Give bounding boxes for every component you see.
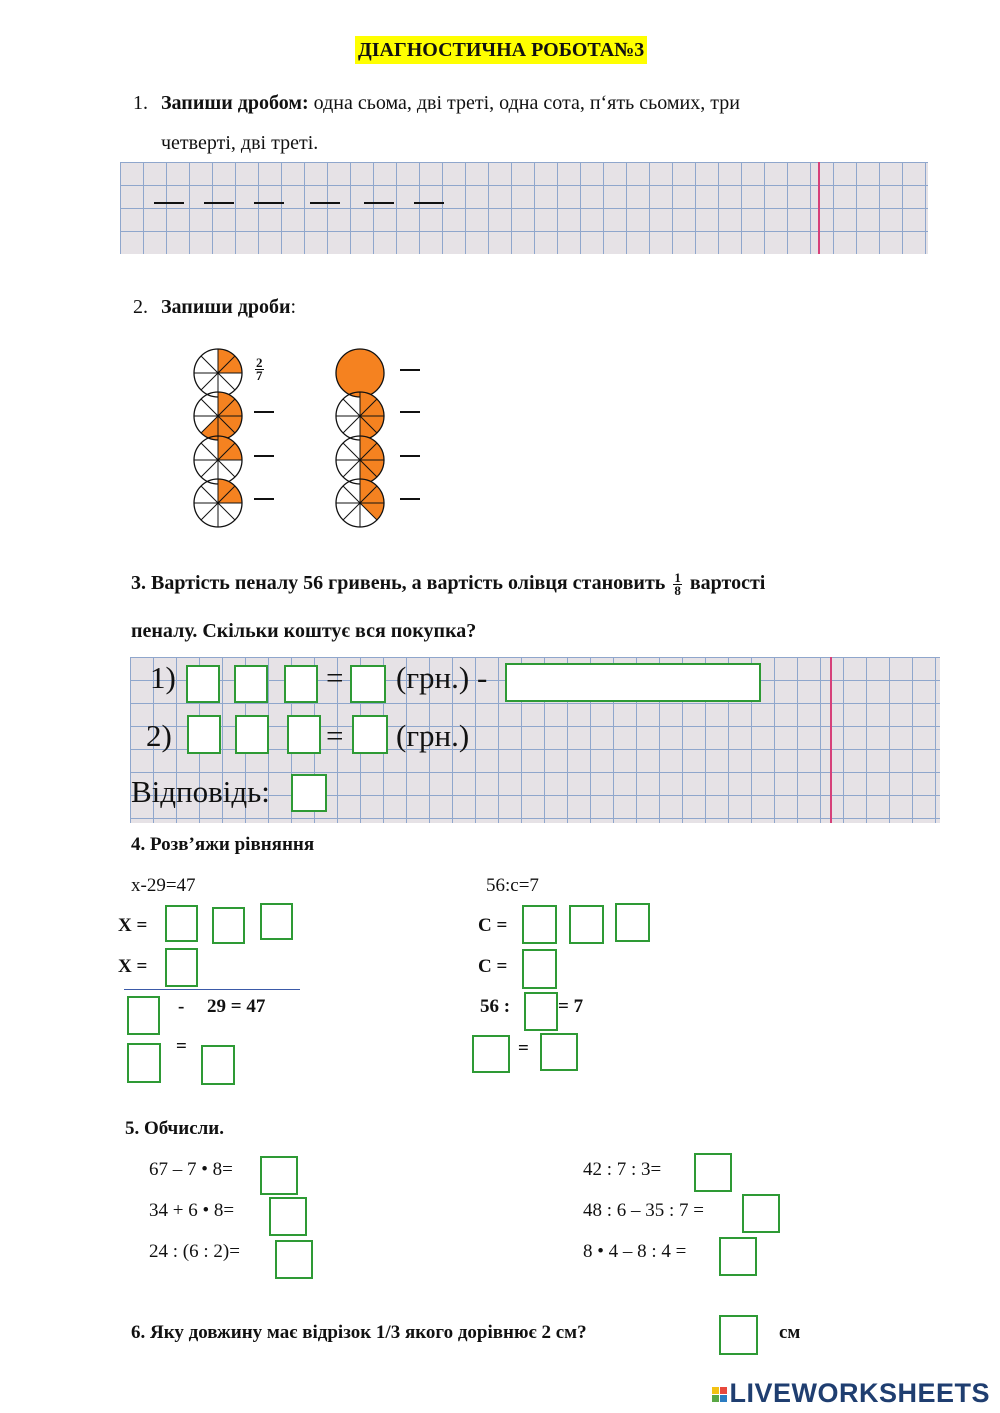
row2-label: 2) — [146, 718, 172, 753]
example-num: 2 — [256, 355, 263, 370]
expr-right-1-box[interactable] — [694, 1153, 732, 1192]
expr-left-2-box[interactable] — [269, 1197, 307, 1236]
task1-line2: четверті, дві треті. — [161, 132, 319, 154]
expr-left-1-box[interactable] — [260, 1156, 298, 1195]
expr-right-3: 8 • 4 – 8 : 4 = — [583, 1241, 687, 1262]
right-check-box-2[interactable] — [472, 1035, 510, 1073]
expr-left-3: 24 : (6 : 2)= — [149, 1241, 240, 1262]
circle-answer-dash[interactable] — [254, 411, 274, 413]
row2-box-2[interactable] — [235, 715, 269, 754]
left-equation: x-29=47 — [131, 875, 196, 896]
answer-blank[interactable] — [154, 202, 184, 204]
expr-left-1: 67 – 7 • 8= — [149, 1159, 233, 1180]
row1-equals: = — [326, 660, 344, 695]
fraction-circle — [194, 392, 242, 440]
answer-blank[interactable] — [364, 202, 394, 204]
left-box-2[interactable] — [212, 907, 245, 944]
row2-box-3[interactable] — [287, 715, 321, 754]
left-box-3[interactable] — [260, 903, 293, 940]
task1-bold: Запиши дробом: — [161, 92, 309, 114]
expr-left-3-box[interactable] — [275, 1240, 313, 1279]
fraction-circle — [336, 479, 384, 527]
fraction-circle — [194, 479, 242, 527]
task2-bold: Запиши дроби — [161, 296, 291, 318]
row1-explanation-box[interactable] — [505, 663, 761, 702]
expr-right-3-box[interactable] — [719, 1237, 757, 1276]
expr-right-1: 42 : 7 : 3= — [583, 1159, 662, 1180]
row1-box-2[interactable] — [234, 665, 268, 703]
right-box-1[interactable] — [522, 905, 557, 944]
task1-line1 — [161, 92, 740, 115]
row2-unit: (грн.) — [396, 718, 470, 753]
row2-box-1[interactable] — [187, 715, 221, 754]
answer-label: Відповідь: — [131, 774, 270, 809]
right-box-2[interactable] — [569, 905, 604, 944]
right-check-box[interactable] — [524, 992, 558, 1031]
left-box-1[interactable] — [165, 905, 198, 942]
right-check: 56 : — [480, 996, 511, 1017]
circle-answer-dash[interactable] — [400, 455, 420, 457]
answer-blank[interactable] — [310, 202, 340, 204]
task1-text: одна сьома, дві треті, одна сота, п‘ять сьомих, три — [308, 92, 740, 114]
right-check-box-3[interactable] — [540, 1033, 578, 1071]
circle-answer-dash[interactable] — [254, 498, 274, 500]
answer-blank[interactable] — [204, 202, 234, 204]
left-var-2: X = — [118, 956, 148, 977]
left-check-equals: = — [176, 1036, 187, 1057]
example-den: 7 — [256, 368, 263, 383]
logo-icon — [712, 1387, 727, 1402]
task3-line1 — [131, 572, 765, 597]
left-check-rest: 29 = 47 — [207, 996, 266, 1017]
task3-frac-num: 1 — [674, 570, 681, 585]
left-var-1: X = — [118, 915, 148, 936]
row1-unit: (грн.) - — [396, 660, 488, 695]
task6-text: 6. Яку довжину має відрізок 1/3 якого дорівнює 2 см? — [131, 1322, 587, 1343]
left-check-box[interactable] — [127, 996, 160, 1035]
task3-line2: пеналу. Скільки коштує вся покупка? — [131, 620, 477, 642]
right-equation: 56:c=7 — [486, 875, 539, 896]
liveworksheets-logo[interactable] — [712, 1378, 990, 1409]
expr-right-2-box[interactable] — [742, 1194, 780, 1233]
fraction-circle — [336, 392, 384, 440]
right-check-rest: = 7 — [558, 996, 584, 1017]
row2-result-box[interactable] — [352, 715, 388, 754]
answer-box[interactable] — [291, 774, 327, 812]
circle-answer-dash[interactable] — [400, 498, 420, 500]
task3-frac-den: 8 — [674, 583, 681, 598]
left-result-box[interactable] — [165, 948, 198, 987]
row1-box-1[interactable] — [186, 665, 220, 703]
right-var-2: C = — [478, 956, 508, 977]
right-box-3[interactable] — [615, 903, 650, 942]
right-var-1: C = — [478, 915, 508, 936]
row2-equals: = — [326, 718, 344, 753]
answer-blank[interactable] — [414, 202, 444, 204]
fraction-circle — [336, 436, 384, 484]
divider-line — [124, 989, 300, 990]
circle-answer-dash[interactable] — [254, 455, 274, 457]
row1-box-3[interactable] — [284, 665, 318, 703]
task3-text1: 3. Вартість пеналу 56 гривень, а вартість олівця становить — [131, 572, 666, 595]
task2-colon: : — [290, 296, 297, 318]
task1-grid-area — [120, 162, 928, 254]
task5-title: 5. Обчисли. — [125, 1118, 225, 1139]
expr-left-2: 34 + 6 • 8= — [149, 1200, 235, 1221]
example-fraction — [255, 357, 264, 382]
circle-answer-dash[interactable] — [400, 411, 420, 413]
fraction-circle — [194, 349, 242, 397]
row1-result-box[interactable] — [350, 665, 386, 703]
task2-number: 2. — [133, 296, 148, 318]
margin-line — [818, 162, 820, 254]
fraction-circle — [336, 349, 384, 397]
task1-number: 1. — [133, 92, 148, 114]
answer-blank[interactable] — [254, 202, 284, 204]
task6-unit: см — [779, 1322, 801, 1343]
right-result-box[interactable] — [522, 949, 557, 989]
left-check-box-2[interactable] — [127, 1043, 161, 1083]
right-check-equals: = — [518, 1038, 529, 1059]
task3-text1b: вартості — [689, 572, 766, 595]
filled-sector — [360, 503, 384, 520]
row1-label: 1) — [150, 660, 176, 695]
left-check-op: - — [178, 996, 185, 1017]
circle-answer-dash[interactable] — [400, 369, 420, 371]
expr-right-2: 48 : 6 – 35 : 7 = — [583, 1200, 705, 1221]
task4-title: 4. Розв’яжи рівняння — [131, 834, 315, 855]
fraction-circle — [194, 436, 242, 484]
task2-heading — [161, 296, 296, 319]
page-title: ДІАГНОСТИЧНА РОБОТА№3 — [355, 36, 647, 64]
left-check-box-3[interactable] — [201, 1045, 235, 1085]
task6-answer-box[interactable] — [719, 1315, 758, 1355]
logo-text: LIVEWORKSHEETS — [729, 1378, 990, 1408]
margin-line — [830, 657, 832, 823]
